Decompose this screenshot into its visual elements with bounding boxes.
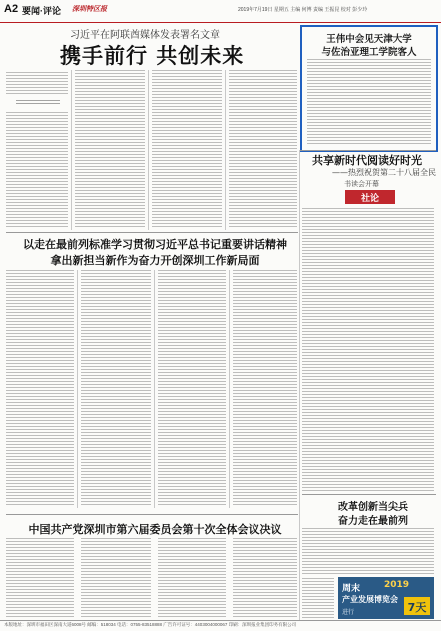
bottom-column-2 (81, 538, 151, 618)
column-rule (229, 270, 230, 508)
ad-days-text: 7天 (407, 601, 427, 614)
column-rule (71, 70, 72, 230)
ad-days-badge (404, 597, 430, 615)
lead-kicker: 习近平在阿联酋媒体发表署名文章 (70, 30, 220, 41)
bottom-headline: 中国共产党深圳市第六届委员会第十次全体会议决议 (28, 523, 282, 536)
column-headline: 共享新时代阅读好时光 (312, 154, 422, 167)
sidebox-title-line2: 与佐治亚理工学院客人 (321, 47, 417, 58)
lead-column-4 (229, 70, 297, 228)
bottom-column-1 (6, 538, 74, 618)
ad-text-line3: 进行 (342, 609, 355, 616)
paper-logo: 深圳特区报 (72, 4, 107, 13)
lead-headline: 携手前行 共创未来 (60, 44, 245, 68)
bottom-column-3 (158, 538, 226, 618)
lead-column-1 (6, 112, 68, 228)
ad-text-line1: 周末 (342, 584, 361, 594)
middle-column-1 (6, 270, 74, 506)
issue-meta: 2019年7月19日 星期五 主编 何博 责编 王振昆 校对 彭少玲 (238, 7, 368, 13)
middle-column-3 (158, 270, 226, 506)
divider (300, 150, 436, 151)
column-subtitle: ——热烈祝贺第二十八届全民 (332, 168, 436, 177)
bottom-column-4 (233, 538, 297, 618)
right-headline-line1: 改革创新当尖兵 (338, 502, 408, 513)
divider (6, 514, 298, 515)
lead-column-2 (75, 70, 145, 228)
ad-text-line2: 产业发展博览会 (342, 595, 398, 604)
advertisement[interactable] (338, 577, 434, 619)
divider (6, 232, 298, 233)
lead-column-3 (152, 70, 222, 228)
middle-column-2 (81, 270, 151, 506)
editorial-label-text: 社论 (360, 194, 379, 204)
divider (302, 494, 436, 495)
editorial-label (345, 190, 395, 204)
sidebox-body-text (307, 59, 431, 145)
masthead (0, 0, 441, 23)
column-rule (154, 270, 155, 508)
sidebox-title-line1: 王伟中会见天津大学 (326, 34, 412, 45)
middle-headline-line1: 以走在最前列标准学习贯彻习近平总书记重要讲话精神 (23, 238, 287, 251)
page-number: A2 (4, 3, 19, 15)
middle-headline-line2: 拿出新担当新作为奋力开创深圳工作新局面 (50, 254, 260, 267)
editorial-body-text (302, 208, 434, 492)
middle-column-4 (233, 270, 297, 506)
right-story-text (302, 528, 434, 574)
section-label: 要闻·评论 (22, 6, 61, 16)
ad-year: 2019 (384, 580, 410, 590)
right-headline-line2: 奋力走在最前列 (338, 516, 408, 527)
footer-info: 本版地址：深圳市福田区深南大道6008号 邮编：518034 电话：0755-83518888 广告许可证号：4403004000067 印刷：深圳报业集团印务有限公司 (4, 622, 297, 627)
lead-intro-text (6, 72, 68, 96)
right-story-text-tail (302, 578, 334, 618)
column-rule (299, 150, 300, 620)
footer-rule (0, 620, 441, 621)
byline-block (16, 100, 60, 106)
column-rule (77, 270, 78, 508)
column-subtitle-2: 书读会开幕 (344, 180, 379, 188)
column-rule (148, 70, 149, 230)
highlighted-news-box (300, 25, 438, 152)
column-rule (225, 70, 226, 230)
